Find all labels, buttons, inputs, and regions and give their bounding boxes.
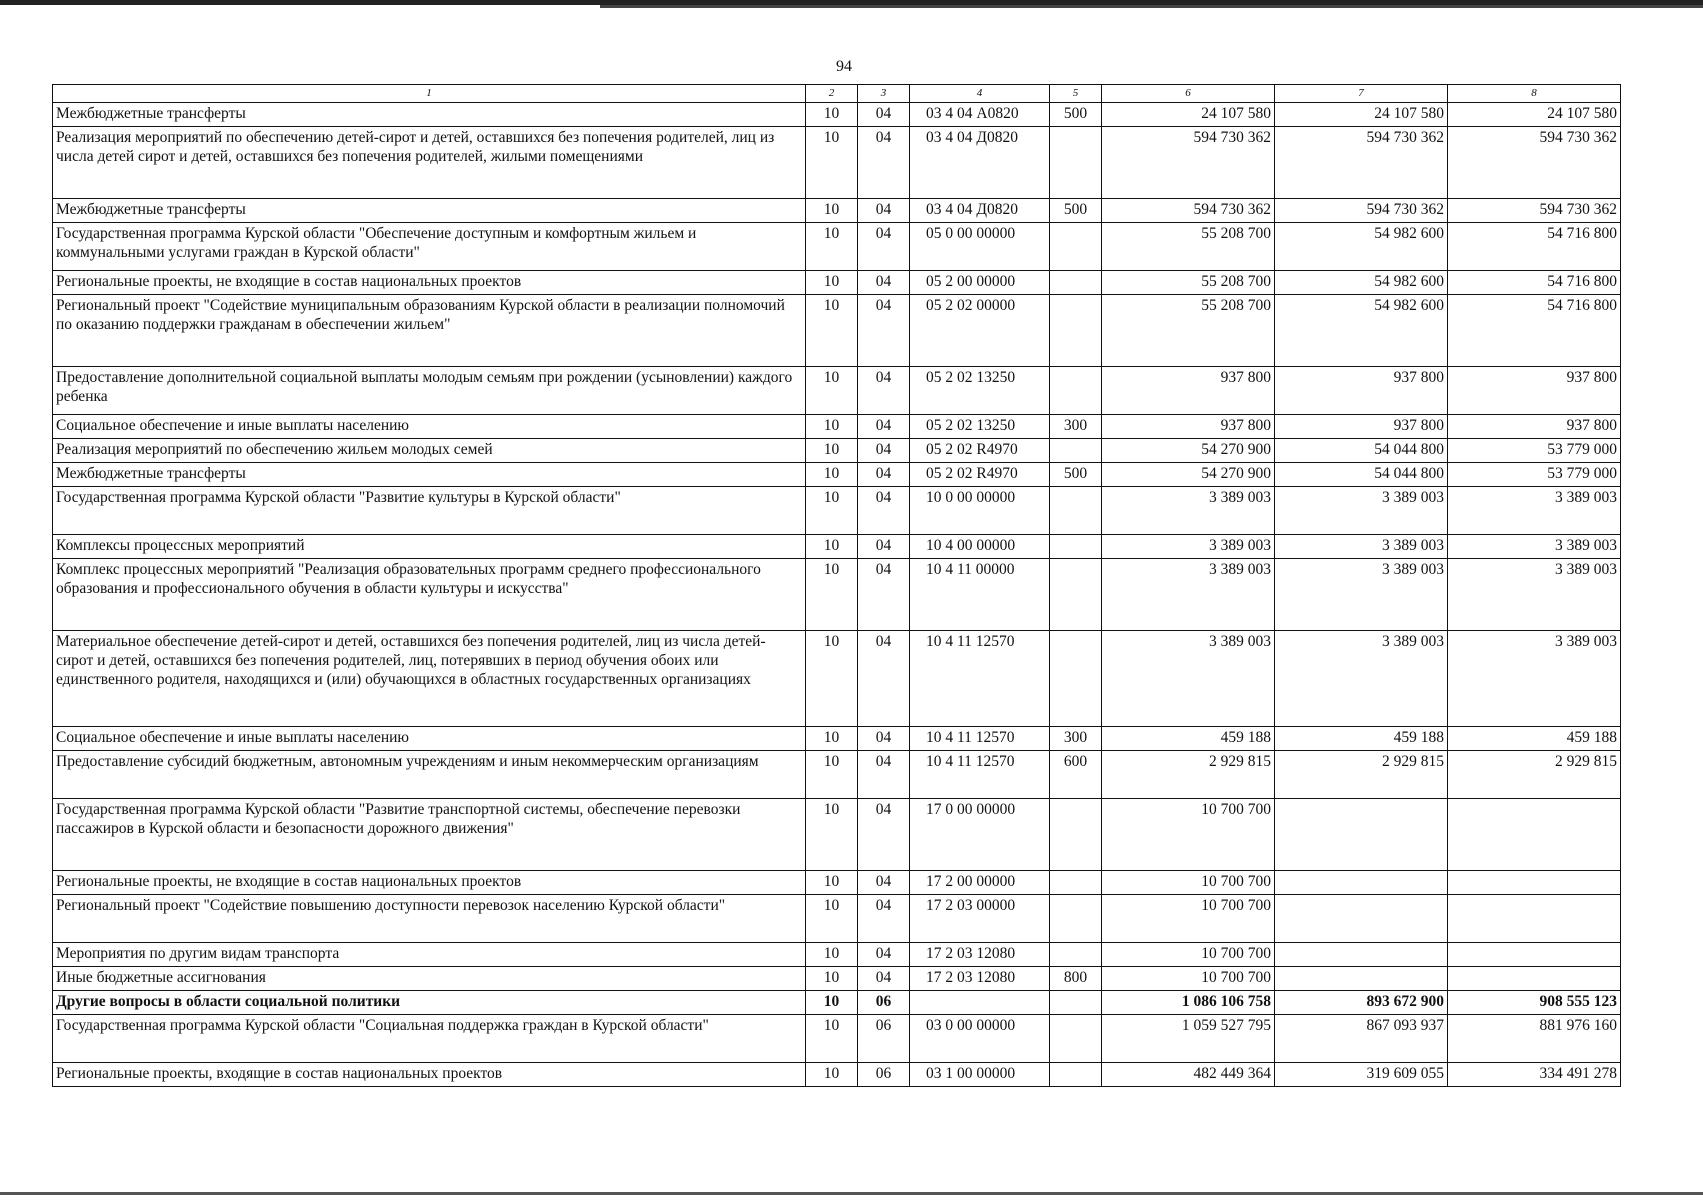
amount-col-6: 937 800 bbox=[1102, 415, 1275, 439]
subsection-code: 04 bbox=[858, 103, 910, 127]
amount-col-7: 3 389 003 bbox=[1275, 559, 1448, 631]
target-article-code: 03 1 00 00000 bbox=[910, 1063, 1050, 1087]
amount-col-7: 54 982 600 bbox=[1275, 223, 1448, 271]
section-code: 10 bbox=[806, 1063, 858, 1087]
target-article-code: 03 4 04 А0820 bbox=[910, 103, 1050, 127]
amount-col-6: 1 086 106 758 bbox=[1102, 991, 1275, 1015]
subsection-code: 04 bbox=[858, 487, 910, 535]
amount-col-7: 54 044 800 bbox=[1275, 463, 1448, 487]
target-article-code bbox=[910, 991, 1050, 1015]
amount-col-6: 55 208 700 bbox=[1102, 223, 1275, 271]
section-code: 10 bbox=[806, 991, 858, 1015]
subsection-code: 04 bbox=[858, 439, 910, 463]
amount-col-6: 3 389 003 bbox=[1102, 559, 1275, 631]
expense-type-code bbox=[1050, 871, 1102, 895]
amount-col-6: 10 700 700 bbox=[1102, 967, 1275, 991]
subsection-code: 04 bbox=[858, 199, 910, 223]
expense-type-code: 500 bbox=[1050, 463, 1102, 487]
amount-col-6: 1 059 527 795 bbox=[1102, 1015, 1275, 1063]
subsection-code: 06 bbox=[858, 991, 910, 1015]
section-code: 10 bbox=[806, 271, 858, 295]
section-code: 10 bbox=[806, 1015, 858, 1063]
amount-col-8: 937 800 bbox=[1448, 415, 1621, 439]
table-row bbox=[53, 1015, 1621, 1063]
amount-col-7: 867 093 937 bbox=[1275, 1015, 1448, 1063]
amount-col-7: 594 730 362 bbox=[1275, 199, 1448, 223]
expense-type-code bbox=[1050, 535, 1102, 559]
expense-type-code: 600 bbox=[1050, 751, 1102, 799]
amount-col-8: 594 730 362 bbox=[1448, 127, 1621, 199]
table-row bbox=[53, 751, 1621, 799]
amount-col-6: 54 270 900 bbox=[1102, 463, 1275, 487]
amount-col-8: 334 491 278 bbox=[1448, 1063, 1621, 1087]
target-article-code: 05 0 00 00000 bbox=[910, 223, 1050, 271]
subsection-code: 04 bbox=[858, 415, 910, 439]
header-col-6: 6 bbox=[1102, 85, 1275, 103]
amount-col-7: 3 389 003 bbox=[1275, 631, 1448, 727]
section-code: 10 bbox=[806, 199, 858, 223]
target-article-code: 03 4 04 Д0820 bbox=[910, 199, 1050, 223]
section-code: 10 bbox=[806, 295, 858, 367]
table-row bbox=[53, 1063, 1621, 1087]
target-article-code: 03 0 00 00000 bbox=[910, 1015, 1050, 1063]
subsection-code: 04 bbox=[858, 463, 910, 487]
expense-type-code bbox=[1050, 559, 1102, 631]
expense-type-code bbox=[1050, 439, 1102, 463]
amount-col-6: 10 700 700 bbox=[1102, 799, 1275, 871]
subsection-code: 04 bbox=[858, 535, 910, 559]
expense-type-code bbox=[1050, 367, 1102, 415]
subsection-code: 04 bbox=[858, 223, 910, 271]
amount-col-6: 3 389 003 bbox=[1102, 631, 1275, 727]
amount-col-7: 3 389 003 bbox=[1275, 535, 1448, 559]
amount-col-8: 53 779 000 bbox=[1448, 463, 1621, 487]
amount-col-7: 319 609 055 bbox=[1275, 1063, 1448, 1087]
table-row bbox=[53, 103, 1621, 127]
amount-col-7 bbox=[1275, 871, 1448, 895]
expense-type-code: 800 bbox=[1050, 967, 1102, 991]
expense-type-code bbox=[1050, 223, 1102, 271]
table-row bbox=[53, 799, 1621, 871]
table-row bbox=[53, 487, 1621, 535]
subsection-code: 04 bbox=[858, 271, 910, 295]
row-name: Государственная программа Курской области "Обеспечение доступным и комфортным жильем и коммунальными услугами граждан в Курской области" bbox=[53, 223, 806, 271]
expense-type-code: 300 bbox=[1050, 727, 1102, 751]
section-code: 10 bbox=[806, 223, 858, 271]
row-name: Предоставление субсидий бюджетным, автономным учреждениям и иным некоммерческим организациям bbox=[53, 751, 806, 799]
row-name: Иные бюджетные ассигнования bbox=[53, 967, 806, 991]
amount-col-6: 54 270 900 bbox=[1102, 439, 1275, 463]
expense-type-code: 500 bbox=[1050, 199, 1102, 223]
target-article-code: 17 0 00 00000 bbox=[910, 799, 1050, 871]
amount-col-8: 3 389 003 bbox=[1448, 631, 1621, 727]
amount-col-8: 3 389 003 bbox=[1448, 559, 1621, 631]
header-col-5: 5 bbox=[1050, 85, 1102, 103]
amount-col-8: 594 730 362 bbox=[1448, 199, 1621, 223]
target-article-code: 17 2 03 12080 bbox=[910, 943, 1050, 967]
section-code: 10 bbox=[806, 535, 858, 559]
header-col-7: 7 bbox=[1275, 85, 1448, 103]
target-article-code: 10 4 11 12570 bbox=[910, 631, 1050, 727]
table-row bbox=[53, 415, 1621, 439]
expense-type-code bbox=[1050, 295, 1102, 367]
target-article-code: 17 2 03 12080 bbox=[910, 967, 1050, 991]
target-article-code: 05 2 02 00000 bbox=[910, 295, 1050, 367]
subsection-code: 04 bbox=[858, 751, 910, 799]
table-row bbox=[53, 559, 1621, 631]
row-name: Государственная программа Курской области "Развитие культуры в Курской области" bbox=[53, 487, 806, 535]
expense-type-code bbox=[1050, 895, 1102, 943]
page-number: 94 bbox=[836, 58, 852, 75]
amount-col-7: 54 982 600 bbox=[1275, 295, 1448, 367]
table-row bbox=[53, 223, 1621, 271]
target-article-code: 10 0 00 00000 bbox=[910, 487, 1050, 535]
amount-col-6: 55 208 700 bbox=[1102, 271, 1275, 295]
section-code: 10 bbox=[806, 127, 858, 199]
amount-col-8: 54 716 800 bbox=[1448, 223, 1621, 271]
amount-col-6: 482 449 364 bbox=[1102, 1063, 1275, 1087]
amount-col-7: 3 389 003 bbox=[1275, 487, 1448, 535]
target-article-code: 05 2 02 R4970 bbox=[910, 439, 1050, 463]
subsection-code: 04 bbox=[858, 871, 910, 895]
column-number-header-row bbox=[53, 85, 1621, 103]
table-row bbox=[53, 967, 1621, 991]
subsection-code: 04 bbox=[858, 799, 910, 871]
amount-col-7: 937 800 bbox=[1275, 367, 1448, 415]
target-article-code: 17 2 03 00000 bbox=[910, 895, 1050, 943]
subsection-code: 04 bbox=[858, 727, 910, 751]
amount-col-7: 2 929 815 bbox=[1275, 751, 1448, 799]
row-name: Социальное обеспечение и иные выплаты населению bbox=[53, 415, 806, 439]
amount-col-8: 3 389 003 bbox=[1448, 487, 1621, 535]
table-row bbox=[53, 199, 1621, 223]
table-row bbox=[53, 871, 1621, 895]
section-code: 10 bbox=[806, 967, 858, 991]
header-col-3: 3 bbox=[858, 85, 910, 103]
expense-type-code bbox=[1050, 943, 1102, 967]
table-row bbox=[53, 271, 1621, 295]
target-article-code: 17 2 00 00000 bbox=[910, 871, 1050, 895]
section-code: 10 bbox=[806, 799, 858, 871]
table-row bbox=[53, 943, 1621, 967]
target-article-code: 05 2 02 13250 bbox=[910, 367, 1050, 415]
header-col-1: 1 bbox=[53, 85, 806, 103]
table-row bbox=[53, 127, 1621, 199]
target-article-code: 05 2 02 R4970 bbox=[910, 463, 1050, 487]
section-code: 10 bbox=[806, 103, 858, 127]
amount-col-7 bbox=[1275, 799, 1448, 871]
subsection-code: 04 bbox=[858, 367, 910, 415]
scan-edge-bottom bbox=[0, 1192, 1703, 1195]
table-row bbox=[53, 463, 1621, 487]
row-name: Межбюджетные трансферты bbox=[53, 103, 806, 127]
row-name: Материальное обеспечение детей-сирот и детей, оставшихся без попечения родителей, лиц из числа детей-сирот и детей, оставшихся без попечения родителей, лиц, потерявших в период обучения обоих или единственного родителя, находящихся и (или) обучающихся в областных государственных организациях bbox=[53, 631, 806, 727]
amount-col-8 bbox=[1448, 871, 1621, 895]
amount-col-7: 893 672 900 bbox=[1275, 991, 1448, 1015]
subsection-code: 04 bbox=[858, 127, 910, 199]
amount-col-8: 54 716 800 bbox=[1448, 295, 1621, 367]
amount-col-8 bbox=[1448, 967, 1621, 991]
table-row bbox=[53, 367, 1621, 415]
amount-col-7: 459 188 bbox=[1275, 727, 1448, 751]
section-code: 10 bbox=[806, 463, 858, 487]
expense-type-code bbox=[1050, 631, 1102, 727]
row-name: Мероприятия по другим видам транспорта bbox=[53, 943, 806, 967]
target-article-code: 05 2 00 00000 bbox=[910, 271, 1050, 295]
amount-col-6: 594 730 362 bbox=[1102, 127, 1275, 199]
amount-col-7: 54 044 800 bbox=[1275, 439, 1448, 463]
amount-col-8: 3 389 003 bbox=[1448, 535, 1621, 559]
amount-col-7: 54 982 600 bbox=[1275, 271, 1448, 295]
section-code: 10 bbox=[806, 415, 858, 439]
table-row bbox=[53, 535, 1621, 559]
subsection-code: 04 bbox=[858, 967, 910, 991]
section-code: 10 bbox=[806, 751, 858, 799]
scan-edge-top-shadow bbox=[600, 5, 1703, 8]
section-code: 10 bbox=[806, 871, 858, 895]
expense-type-code: 300 bbox=[1050, 415, 1102, 439]
amount-col-6: 10 700 700 bbox=[1102, 943, 1275, 967]
amount-col-8 bbox=[1448, 943, 1621, 967]
section-code: 10 bbox=[806, 559, 858, 631]
amount-col-7 bbox=[1275, 967, 1448, 991]
row-name: Комплекс процессных мероприятий "Реализация образовательных программ среднего профессионального образования и профессионального обучения в области культуры и искусства" bbox=[53, 559, 806, 631]
row-name: Региональные проекты, входящие в состав национальных проектов bbox=[53, 1063, 806, 1087]
target-article-code: 10 4 11 00000 bbox=[910, 559, 1050, 631]
section-code: 10 bbox=[806, 943, 858, 967]
expense-type-code bbox=[1050, 271, 1102, 295]
row-name: Социальное обеспечение и иные выплаты населению bbox=[53, 727, 806, 751]
expense-type-code bbox=[1050, 991, 1102, 1015]
expense-type-code bbox=[1050, 487, 1102, 535]
subsection-code: 04 bbox=[858, 895, 910, 943]
row-name: Реализация мероприятий по обеспечению жильем молодых семей bbox=[53, 439, 806, 463]
expense-type-code bbox=[1050, 799, 1102, 871]
target-article-code: 05 2 02 13250 bbox=[910, 415, 1050, 439]
amount-col-6: 3 389 003 bbox=[1102, 535, 1275, 559]
amount-col-8 bbox=[1448, 895, 1621, 943]
table-row bbox=[53, 991, 1621, 1015]
amount-col-6: 24 107 580 bbox=[1102, 103, 1275, 127]
row-name: Региональный проект "Содействие повышению доступности перевозок населению Курской области" bbox=[53, 895, 806, 943]
header-col-4: 4 bbox=[910, 85, 1050, 103]
amount-col-8: 881 976 160 bbox=[1448, 1015, 1621, 1063]
row-name: Другие вопросы в области социальной политики bbox=[53, 991, 806, 1015]
row-name: Региональный проект "Содействие муниципальным образованиям Курской области в реализации полномочий по оказанию поддержки гражданам в обеспечении жильем" bbox=[53, 295, 806, 367]
amount-col-8 bbox=[1448, 799, 1621, 871]
row-name: Государственная программа Курской области "Социальная поддержка граждан в Курской области" bbox=[53, 1015, 806, 1063]
table-row bbox=[53, 895, 1621, 943]
subsection-code: 04 bbox=[858, 943, 910, 967]
section-code: 10 bbox=[806, 367, 858, 415]
row-name: Государственная программа Курской области "Развитие транспортной системы, обеспечение перевозки пассажиров в Курской области и безопасности дорожного движения" bbox=[53, 799, 806, 871]
table-row bbox=[53, 727, 1621, 751]
amount-col-6: 55 208 700 bbox=[1102, 295, 1275, 367]
row-name: Предоставление дополнительной социальной выплаты молодым семьям при рождении (усыновлении) каждого ребенка bbox=[53, 367, 806, 415]
target-article-code: 10 4 00 00000 bbox=[910, 535, 1050, 559]
amount-col-6: 10 700 700 bbox=[1102, 871, 1275, 895]
table-row bbox=[53, 631, 1621, 727]
amount-col-6: 937 800 bbox=[1102, 367, 1275, 415]
row-name: Региональные проекты, не входящие в состав национальных проектов bbox=[53, 871, 806, 895]
amount-col-7 bbox=[1275, 895, 1448, 943]
subsection-code: 04 bbox=[858, 295, 910, 367]
row-name: Межбюджетные трансферты bbox=[53, 199, 806, 223]
subsection-code: 06 bbox=[858, 1063, 910, 1087]
expense-type-code bbox=[1050, 127, 1102, 199]
amount-col-8: 937 800 bbox=[1448, 367, 1621, 415]
amount-col-8: 53 779 000 bbox=[1448, 439, 1621, 463]
amount-col-6: 2 929 815 bbox=[1102, 751, 1275, 799]
amount-col-6: 594 730 362 bbox=[1102, 199, 1275, 223]
section-code: 10 bbox=[806, 895, 858, 943]
subsection-code: 04 bbox=[858, 631, 910, 727]
table-row bbox=[53, 439, 1621, 463]
amount-col-8: 54 716 800 bbox=[1448, 271, 1621, 295]
amount-col-7: 594 730 362 bbox=[1275, 127, 1448, 199]
amount-col-7: 24 107 580 bbox=[1275, 103, 1448, 127]
budget-table bbox=[52, 84, 1621, 1087]
section-code: 10 bbox=[806, 631, 858, 727]
row-name: Межбюджетные трансферты bbox=[53, 463, 806, 487]
row-name: Комплексы процессных мероприятий bbox=[53, 535, 806, 559]
expense-type-code bbox=[1050, 1063, 1102, 1087]
header-col-8: 8 bbox=[1448, 85, 1621, 103]
section-code: 10 bbox=[806, 727, 858, 751]
section-code: 10 bbox=[806, 439, 858, 463]
amount-col-6: 459 188 bbox=[1102, 727, 1275, 751]
expense-type-code: 500 bbox=[1050, 103, 1102, 127]
row-name: Реализация мероприятий по обеспечению детей-сирот и детей, оставшихся без попечения родителей, лиц из числа детей сирот и детей, оставшихся без попечения родителей, жилыми помещениями bbox=[53, 127, 806, 199]
target-article-code: 10 4 11 12570 bbox=[910, 727, 1050, 751]
row-name: Региональные проекты, не входящие в состав национальных проектов bbox=[53, 271, 806, 295]
amount-col-8: 459 188 bbox=[1448, 727, 1621, 751]
expense-type-code bbox=[1050, 1015, 1102, 1063]
amount-col-6: 3 389 003 bbox=[1102, 487, 1275, 535]
amount-col-8: 24 107 580 bbox=[1448, 103, 1621, 127]
target-article-code: 10 4 11 12570 bbox=[910, 751, 1050, 799]
amount-col-8: 2 929 815 bbox=[1448, 751, 1621, 799]
amount-col-7 bbox=[1275, 943, 1448, 967]
amount-col-6: 10 700 700 bbox=[1102, 895, 1275, 943]
header-col-2: 2 bbox=[806, 85, 858, 103]
section-code: 10 bbox=[806, 487, 858, 535]
target-article-code: 03 4 04 Д0820 bbox=[910, 127, 1050, 199]
table-row bbox=[53, 295, 1621, 367]
amount-col-8: 908 555 123 bbox=[1448, 991, 1621, 1015]
amount-col-7: 937 800 bbox=[1275, 415, 1448, 439]
subsection-code: 06 bbox=[858, 1015, 910, 1063]
subsection-code: 04 bbox=[858, 559, 910, 631]
